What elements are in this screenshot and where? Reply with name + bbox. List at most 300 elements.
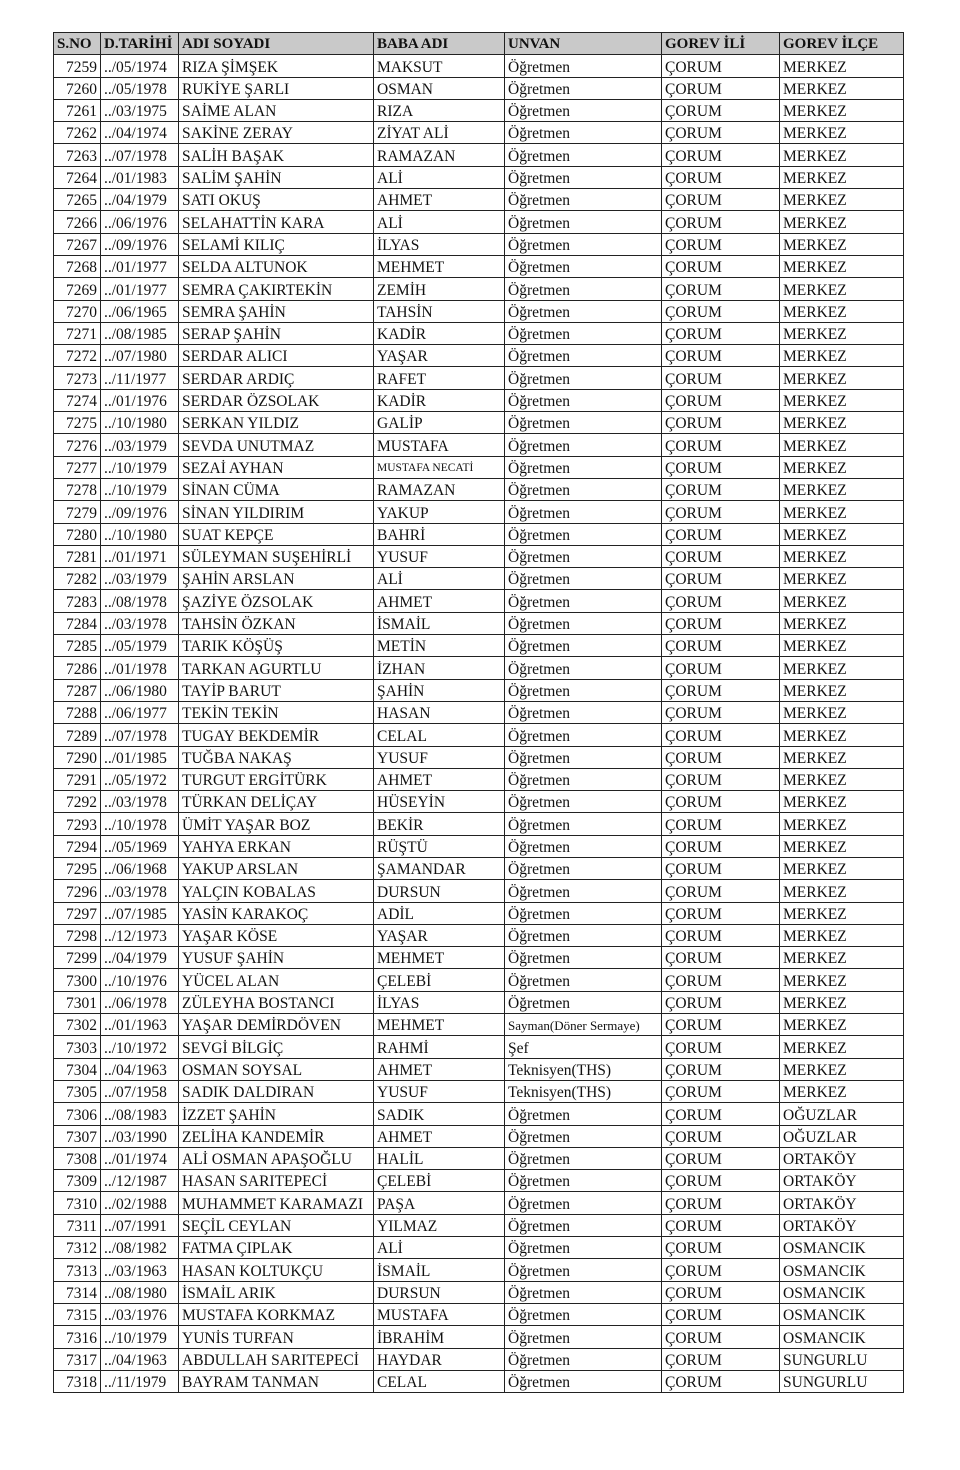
cell-name: RUKİYE ŞARLI (179, 77, 374, 99)
cell-sno: 7318 (54, 1370, 101, 1392)
cell-duty-province: ÇORUM (662, 701, 780, 723)
table-row (54, 857, 904, 879)
cell-birth-date: ../09/1976 (101, 233, 179, 255)
cell-duty-district: MERKEZ (780, 1080, 904, 1102)
cell-duty-district: MERKEZ (780, 991, 904, 1013)
cell-sno: 7295 (54, 857, 101, 879)
table-row (54, 701, 904, 723)
cell-duty-province: ÇORUM (662, 1170, 780, 1192)
cell-duty-district: MERKEZ (780, 122, 904, 144)
cell-birth-date: ../10/1979 (101, 456, 179, 478)
cell-name: ŞAZİYE ÖZSOLAK (179, 590, 374, 612)
cell-title: Öğretmen (505, 1326, 662, 1348)
cell-birth-date: ../03/1963 (101, 1259, 179, 1281)
cell-duty-province: ÇORUM (662, 902, 780, 924)
cell-sno: 7311 (54, 1214, 101, 1236)
cell-duty-district: MERKEZ (780, 813, 904, 835)
cell-birth-date: ../03/1990 (101, 1125, 179, 1147)
cell-title: Öğretmen (505, 1170, 662, 1192)
cell-birth-date: ../03/1976 (101, 1303, 179, 1325)
cell-duty-district: OĞUZLAR (780, 1125, 904, 1147)
cell-father-name: ZİYAT ALİ (374, 122, 505, 144)
table-row (54, 657, 904, 679)
cell-father-name: YUSUF (374, 746, 505, 768)
cell-duty-district: OĞUZLAR (780, 1103, 904, 1125)
cell-birth-date: ../08/1982 (101, 1237, 179, 1259)
cell-father-name: RIZA (374, 99, 505, 121)
cell-sno: 7278 (54, 478, 101, 500)
table-row (54, 612, 904, 634)
cell-duty-province: ÇORUM (662, 211, 780, 233)
cell-birth-date: ../03/1978 (101, 612, 179, 634)
cell-duty-district: MERKEZ (780, 278, 904, 300)
cell-father-name: ALİ (374, 211, 505, 233)
cell-father-name: ADİL (374, 902, 505, 924)
cell-name: SERDAR ÖZSOLAK (179, 389, 374, 411)
cell-title: Öğretmen (505, 189, 662, 211)
cell-father-name: AHMET (374, 1125, 505, 1147)
cell-sno: 7285 (54, 635, 101, 657)
table-row (54, 813, 904, 835)
table-row (54, 278, 904, 300)
cell-sno: 7302 (54, 1014, 101, 1036)
cell-sno: 7298 (54, 924, 101, 946)
cell-birth-date: ../01/1983 (101, 166, 179, 188)
cell-name: YAŞAR KÖSE (179, 924, 374, 946)
cell-birth-date: ../04/1979 (101, 947, 179, 969)
cell-title: Öğretmen (505, 77, 662, 99)
table-row (54, 122, 904, 144)
cell-duty-district: MERKEZ (780, 545, 904, 567)
cell-sno: 7309 (54, 1170, 101, 1192)
cell-father-name: MEHMET (374, 947, 505, 969)
table-row (54, 1058, 904, 1080)
cell-title: Öğretmen (505, 635, 662, 657)
cell-duty-province: ÇORUM (662, 99, 780, 121)
cell-duty-province: ÇORUM (662, 924, 780, 946)
cell-duty-district: MERKEZ (780, 902, 904, 924)
cell-name: RIZA ŞİMŞEK (179, 55, 374, 77)
cell-duty-district: ORTAKÖY (780, 1170, 904, 1192)
cell-father-name: HAYDAR (374, 1348, 505, 1370)
cell-father-name: RAFET (374, 367, 505, 389)
cell-duty-district: MERKEZ (780, 523, 904, 545)
table-row (54, 55, 904, 77)
cell-duty-district: MERKEZ (780, 701, 904, 723)
cell-duty-district: MERKEZ (780, 300, 904, 322)
table-row (54, 1237, 904, 1259)
cell-name: ALİ OSMAN APAŞOĞLU (179, 1147, 374, 1169)
cell-title: Öğretmen (505, 1214, 662, 1236)
cell-father-name: TAHSİN (374, 300, 505, 322)
cell-duty-province: ÇORUM (662, 322, 780, 344)
cell-father-name: HALİL (374, 1147, 505, 1169)
cell-title: Öğretmen (505, 1281, 662, 1303)
table-row (54, 724, 904, 746)
table-row (54, 456, 904, 478)
cell-father-name: ŞAMANDAR (374, 857, 505, 879)
cell-name: SEVGİ BİLGİÇ (179, 1036, 374, 1058)
cell-duty-province: ÇORUM (662, 857, 780, 879)
table-row (54, 1348, 904, 1370)
cell-name: İSMAİL ARIK (179, 1281, 374, 1303)
cell-sno: 7300 (54, 969, 101, 991)
cell-duty-province: ÇORUM (662, 991, 780, 1013)
cell-duty-district: MERKEZ (780, 679, 904, 701)
table-row (54, 768, 904, 790)
cell-father-name: MEHMET (374, 255, 505, 277)
cell-name: SEZAİ AYHAN (179, 456, 374, 478)
cell-duty-province: ÇORUM (662, 1281, 780, 1303)
cell-father-name: YILMAZ (374, 1214, 505, 1236)
cell-name: İZZET ŞAHİN (179, 1103, 374, 1125)
cell-title: Öğretmen (505, 478, 662, 500)
cell-duty-province: ÇORUM (662, 1370, 780, 1392)
table-row (54, 924, 904, 946)
cell-birth-date: ../12/1987 (101, 1170, 179, 1192)
cell-title: Öğretmen (505, 568, 662, 590)
table-row (54, 166, 904, 188)
cell-father-name: YUSUF (374, 1080, 505, 1102)
cell-father-name: AHMET (374, 189, 505, 211)
cell-duty-district: SUNGURLU (780, 1348, 904, 1370)
cell-father-name: MAKSUT (374, 55, 505, 77)
cell-name: SAKİNE ZERAY (179, 122, 374, 144)
cell-name: SALİM ŞAHİN (179, 166, 374, 188)
cell-duty-province: ÇORUM (662, 1058, 780, 1080)
table-row (54, 412, 904, 434)
cell-duty-province: ÇORUM (662, 1237, 780, 1259)
cell-birth-date: ../06/1980 (101, 679, 179, 701)
cell-sno: 7269 (54, 278, 101, 300)
cell-name: YALÇIN KOBALAS (179, 880, 374, 902)
cell-sno: 7301 (54, 991, 101, 1013)
cell-duty-province: ÇORUM (662, 166, 780, 188)
cell-duty-district: MERKEZ (780, 478, 904, 500)
table-row (54, 1370, 904, 1392)
cell-name: TURGUT ERGİTÜRK (179, 768, 374, 790)
cell-duty-province: ÇORUM (662, 657, 780, 679)
cell-sno: 7293 (54, 813, 101, 835)
cell-sno: 7315 (54, 1303, 101, 1325)
cell-birth-date: ../05/1969 (101, 835, 179, 857)
cell-duty-district: OSMANCIK (780, 1237, 904, 1259)
cell-title: Öğretmen (505, 122, 662, 144)
cell-sno: 7282 (54, 568, 101, 590)
cell-father-name: SADIK (374, 1103, 505, 1125)
cell-name: SEMRA ÇAKIRTEKİN (179, 278, 374, 300)
cell-duty-district: MERKEZ (780, 55, 904, 77)
cell-father-name: RAMAZAN (374, 478, 505, 500)
cell-birth-date: ../06/1977 (101, 701, 179, 723)
cell-title: Şef (505, 1036, 662, 1058)
cell-duty-province: ÇORUM (662, 501, 780, 523)
cell-duty-district: MERKEZ (780, 657, 904, 679)
cell-father-name: ALİ (374, 568, 505, 590)
cell-birth-date: ../07/1991 (101, 1214, 179, 1236)
cell-title: Öğretmen (505, 924, 662, 946)
cell-title: Öğretmen (505, 412, 662, 434)
cell-name: YAŞAR DEMİRDÖVEN (179, 1014, 374, 1036)
cell-sno: 7299 (54, 947, 101, 969)
cell-father-name: ALİ (374, 166, 505, 188)
cell-duty-province: ÇORUM (662, 947, 780, 969)
cell-father-name: HÜSEYİN (374, 791, 505, 813)
cell-duty-province: ÇORUM (662, 255, 780, 277)
table-row (54, 568, 904, 590)
cell-duty-province: ÇORUM (662, 545, 780, 567)
table-row (54, 1214, 904, 1236)
cell-duty-province: ÇORUM (662, 434, 780, 456)
cell-name: SEVDA UNUTMAZ (179, 434, 374, 456)
table-row (54, 679, 904, 701)
cell-birth-date: ../01/1963 (101, 1014, 179, 1036)
cell-duty-province: ÇORUM (662, 456, 780, 478)
cell-sno: 7308 (54, 1147, 101, 1169)
cell-name: YASİN KARAKOÇ (179, 902, 374, 924)
cell-birth-date: ../06/1976 (101, 211, 179, 233)
cell-duty-district: OSMANCIK (780, 1281, 904, 1303)
cell-name: FATMA ÇIPLAK (179, 1237, 374, 1259)
cell-birth-date: ../06/1978 (101, 991, 179, 1013)
table-row (54, 1326, 904, 1348)
cell-sno: 7288 (54, 701, 101, 723)
cell-duty-district: MERKEZ (780, 501, 904, 523)
column-header-birth-date: D.TARİHİ (101, 33, 179, 55)
cell-father-name: İSMAİL (374, 612, 505, 634)
table-row (54, 545, 904, 567)
cell-duty-district: MERKEZ (780, 969, 904, 991)
cell-title: Öğretmen (505, 1370, 662, 1392)
cell-title: Öğretmen (505, 345, 662, 367)
cell-name: ABDULLAH SARITEPECİ (179, 1348, 374, 1370)
cell-name: HASAN SARITEPECİ (179, 1170, 374, 1192)
cell-sno: 7260 (54, 77, 101, 99)
cell-duty-district: MERKEZ (780, 189, 904, 211)
cell-sno: 7286 (54, 657, 101, 679)
cell-duty-district: ORTAKÖY (780, 1147, 904, 1169)
cell-sno: 7291 (54, 768, 101, 790)
table-row (54, 969, 904, 991)
cell-duty-province: ÇORUM (662, 478, 780, 500)
cell-sno: 7268 (54, 255, 101, 277)
cell-title: Öğretmen (505, 701, 662, 723)
cell-father-name: AHMET (374, 1058, 505, 1080)
cell-father-name: AHMET (374, 768, 505, 790)
cell-duty-province: ÇORUM (662, 412, 780, 434)
cell-name: YAHYA ERKAN (179, 835, 374, 857)
cell-duty-district: MERKEZ (780, 144, 904, 166)
cell-duty-province: ÇORUM (662, 1014, 780, 1036)
cell-duty-province: ÇORUM (662, 77, 780, 99)
cell-duty-province: ÇORUM (662, 367, 780, 389)
cell-birth-date: ../11/1979 (101, 1370, 179, 1392)
cell-name: YÜCEL ALAN (179, 969, 374, 991)
cell-name: SÜLEYMAN SUŞEHİRLİ (179, 545, 374, 567)
cell-sno: 7271 (54, 322, 101, 344)
cell-title: Öğretmen (505, 679, 662, 701)
table-row (54, 1281, 904, 1303)
cell-sno: 7306 (54, 1103, 101, 1125)
cell-duty-district: MERKEZ (780, 211, 904, 233)
table-row (54, 300, 904, 322)
cell-name: MUSTAFA KORKMAZ (179, 1303, 374, 1325)
cell-father-name: MUSTAFA (374, 1303, 505, 1325)
cell-father-name: MUSTAFA (374, 434, 505, 456)
cell-sno: 7275 (54, 412, 101, 434)
cell-title: Öğretmen (505, 969, 662, 991)
cell-father-name: MEHMET (374, 1014, 505, 1036)
cell-duty-province: ÇORUM (662, 880, 780, 902)
cell-father-name: YAŞAR (374, 345, 505, 367)
cell-name: BAYRAM TANMAN (179, 1370, 374, 1392)
cell-name: YUSUF ŞAHİN (179, 947, 374, 969)
cell-father-name: CELAL (374, 724, 505, 746)
table-row (54, 144, 904, 166)
cell-title: Öğretmen (505, 991, 662, 1013)
cell-title: Öğretmen (505, 99, 662, 121)
cell-title: Öğretmen (505, 322, 662, 344)
cell-duty-province: ÇORUM (662, 1036, 780, 1058)
cell-duty-province: ÇORUM (662, 189, 780, 211)
table-row (54, 99, 904, 121)
cell-duty-province: ÇORUM (662, 1103, 780, 1125)
cell-name: SALİH BAŞAK (179, 144, 374, 166)
cell-name: SUAT KEPÇE (179, 523, 374, 545)
cell-sno: 7304 (54, 1058, 101, 1080)
cell-duty-province: ÇORUM (662, 746, 780, 768)
cell-name: SAİME ALAN (179, 99, 374, 121)
cell-name: TUĞBA NAKAŞ (179, 746, 374, 768)
cell-birth-date: ../06/1965 (101, 300, 179, 322)
cell-name: HASAN KOLTUKÇU (179, 1259, 374, 1281)
cell-duty-province: ÇORUM (662, 1125, 780, 1147)
cell-title: Öğretmen (505, 255, 662, 277)
cell-title: Öğretmen (505, 1237, 662, 1259)
cell-title: Öğretmen (505, 1192, 662, 1214)
cell-father-name: ALİ (374, 1237, 505, 1259)
column-header-duty-district: GOREV İLÇE (780, 33, 904, 55)
cell-duty-district: MERKEZ (780, 590, 904, 612)
table-row (54, 1080, 904, 1102)
cell-name: OSMAN SOYSAL (179, 1058, 374, 1080)
cell-name: SEÇİL CEYLAN (179, 1214, 374, 1236)
cell-duty-province: ÇORUM (662, 233, 780, 255)
cell-duty-district: MERKEZ (780, 166, 904, 188)
cell-title: Öğretmen (505, 389, 662, 411)
cell-sno: 7316 (54, 1326, 101, 1348)
cell-sno: 7296 (54, 880, 101, 902)
cell-duty-province: ÇORUM (662, 791, 780, 813)
cell-sno: 7305 (54, 1080, 101, 1102)
cell-sno: 7263 (54, 144, 101, 166)
cell-father-name: YUSUF (374, 545, 505, 567)
cell-duty-province: ÇORUM (662, 345, 780, 367)
cell-birth-date: ../03/1978 (101, 791, 179, 813)
cell-father-name: RAMAZAN (374, 144, 505, 166)
cell-title: Öğretmen (505, 144, 662, 166)
cell-title: Öğretmen (505, 813, 662, 835)
cell-sno: 7289 (54, 724, 101, 746)
cell-duty-district: MERKEZ (780, 924, 904, 946)
cell-duty-district: OSMANCIK (780, 1259, 904, 1281)
cell-duty-district: OSMANCIK (780, 1326, 904, 1348)
cell-name: TEKİN TEKİN (179, 701, 374, 723)
cell-duty-district: MERKEZ (780, 99, 904, 121)
cell-birth-date: ../12/1973 (101, 924, 179, 946)
cell-sno: 7297 (54, 902, 101, 924)
cell-birth-date: ../02/1988 (101, 1192, 179, 1214)
table-row (54, 746, 904, 768)
cell-duty-district: MERKEZ (780, 947, 904, 969)
cell-sno: 7273 (54, 367, 101, 389)
cell-title: Öğretmen (505, 278, 662, 300)
cell-name: SERDAR ALICI (179, 345, 374, 367)
cell-name: SELDA ALTUNOK (179, 255, 374, 277)
cell-duty-district: MERKEZ (780, 612, 904, 634)
cell-duty-district: MERKEZ (780, 322, 904, 344)
cell-name: TARKAN AGURTLU (179, 657, 374, 679)
cell-title: Öğretmen (505, 746, 662, 768)
cell-duty-province: ÇORUM (662, 1303, 780, 1325)
cell-name: SERDAR ARDIÇ (179, 367, 374, 389)
cell-title: Teknisyen(THS) (505, 1058, 662, 1080)
table-body (54, 55, 904, 1393)
table-row (54, 835, 904, 857)
cell-sno: 7310 (54, 1192, 101, 1214)
cell-sno: 7274 (54, 389, 101, 411)
cell-name: SERKAN YILDIZ (179, 412, 374, 434)
table-row (54, 345, 904, 367)
cell-birth-date: ../10/1979 (101, 478, 179, 500)
cell-sno: 7283 (54, 590, 101, 612)
cell-duty-province: ÇORUM (662, 679, 780, 701)
cell-father-name: İLYAS (374, 991, 505, 1013)
cell-title: Öğretmen (505, 835, 662, 857)
cell-sno: 7267 (54, 233, 101, 255)
cell-father-name: BAHRİ (374, 523, 505, 545)
cell-father-name: DURSUN (374, 1281, 505, 1303)
cell-sno: 7287 (54, 679, 101, 701)
table-row (54, 77, 904, 99)
column-header-name: ADI SOYADI (179, 33, 374, 55)
cell-title: Öğretmen (505, 300, 662, 322)
header-row (54, 33, 904, 55)
cell-birth-date: ../01/1985 (101, 746, 179, 768)
cell-duty-province: ÇORUM (662, 144, 780, 166)
cell-birth-date: ../06/1968 (101, 857, 179, 879)
cell-duty-district: MERKEZ (780, 412, 904, 434)
cell-sno: 7312 (54, 1237, 101, 1259)
cell-birth-date: ../11/1977 (101, 367, 179, 389)
cell-birth-date: ../07/1958 (101, 1080, 179, 1102)
table-row (54, 367, 904, 389)
cell-name: SADIK DALDIRAN (179, 1080, 374, 1102)
cell-duty-province: ÇORUM (662, 1080, 780, 1102)
cell-birth-date: ../09/1976 (101, 501, 179, 523)
cell-birth-date: ../07/1985 (101, 902, 179, 924)
cell-sno: 7272 (54, 345, 101, 367)
cell-title: Öğretmen (505, 590, 662, 612)
cell-duty-district: MERKEZ (780, 746, 904, 768)
cell-birth-date: ../07/1980 (101, 345, 179, 367)
cell-duty-province: ÇORUM (662, 389, 780, 411)
cell-duty-district: MERKEZ (780, 568, 904, 590)
cell-name: SEMRA ŞAHİN (179, 300, 374, 322)
cell-duty-province: ÇORUM (662, 1192, 780, 1214)
cell-duty-district: MERKEZ (780, 835, 904, 857)
cell-birth-date: ../04/1963 (101, 1058, 179, 1080)
